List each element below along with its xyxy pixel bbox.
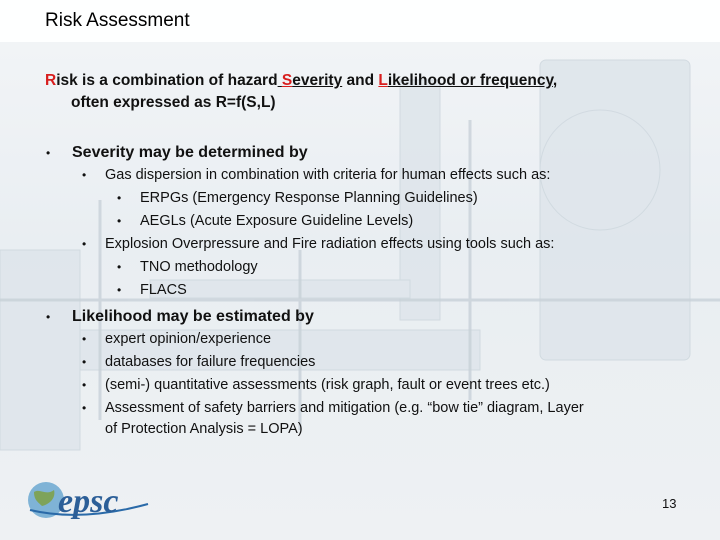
likelihood-item: databases for failure frequencies <box>105 354 316 370</box>
intro-r: R <box>45 72 57 89</box>
bullet: • <box>46 146 51 160</box>
bullet: • <box>117 214 122 228</box>
likelihood-heading: Likelihood may be estimated by <box>72 308 314 325</box>
likelihood-item-continuation: of Protection Analysis = LOPA) <box>105 421 303 437</box>
severity-sub-tno: TNO methodology <box>140 259 258 275</box>
bullet: • <box>82 401 87 415</box>
severity-item-explosion: Explosion Overpressure and Fire radiation effects using tools such as: <box>105 236 555 252</box>
intro-part1: isk is a combination of hazard <box>56 72 278 89</box>
bullet: • <box>82 378 87 392</box>
globe-logo-icon <box>24 470 154 530</box>
severity-sub-flacs: FLACS <box>140 282 187 298</box>
severity-item-gas: Gas dispersion in combination with criteria for human effects such as: <box>105 167 551 183</box>
intro-part4: ikelihood or frequency <box>387 72 553 89</box>
intro-part3: and <box>342 72 379 89</box>
intro-part2: everity <box>292 72 343 89</box>
bullet: • <box>82 355 87 369</box>
bullet: • <box>82 332 87 346</box>
likelihood-item: expert opinion/experience <box>105 331 272 347</box>
bullet: • <box>82 237 87 251</box>
severity-heading: Severity may be determined by <box>72 144 308 161</box>
severity-sub-aegls: AEGLs (Acute Exposure Guideline Levels) <box>140 213 414 229</box>
intro-statement <box>45 70 685 114</box>
intro-l: L <box>378 72 388 89</box>
likelihood-item: Assessment of safety barriers and mitigation (e.g. “bow tie” diagram, Layer <box>105 400 584 416</box>
likelihood-item: (semi-) quantitative assessments (risk graph, fault or event trees etc.) <box>105 377 550 393</box>
bullet: • <box>117 260 122 274</box>
severity-sub-erpgs: ERPGs (Emergency Response Planning Guidelines) <box>140 190 478 206</box>
logo-text: epsc <box>58 483 119 520</box>
intro-s: S <box>281 72 293 89</box>
intro-line2: often expressed as R=f(S,L) <box>71 94 276 111</box>
page-number: 13 <box>662 496 677 511</box>
slide-title: Risk Assessment <box>45 10 190 31</box>
bullet: • <box>117 191 122 205</box>
bullet: • <box>46 310 51 324</box>
intro-part5: , <box>552 72 558 89</box>
epsc-logo <box>24 470 154 535</box>
bullet: • <box>117 283 122 297</box>
bullet: • <box>82 168 87 182</box>
